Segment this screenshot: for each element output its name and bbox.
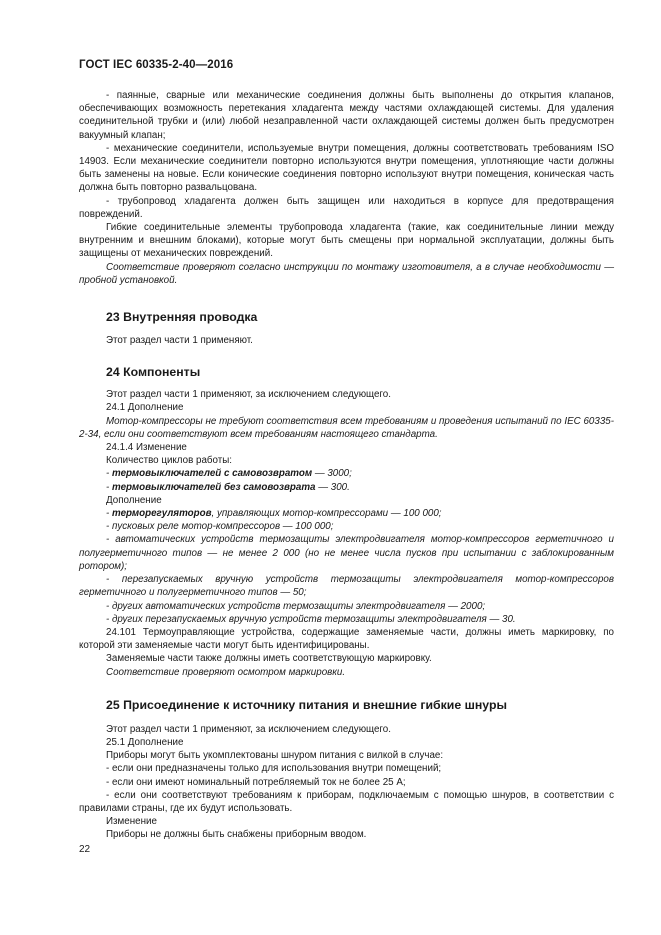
list-item: - если они соответствуют требованиям к приборам, подключаемым с помощью шнуров, в соответствии с правилами страны, где их будут использовать. — [79, 789, 614, 814]
clause-number: 24.1 Дополнение — [106, 402, 184, 414]
paragraph: Этот раздел части 1 применяют. — [106, 335, 253, 347]
paragraph: Этот раздел части 1 применяют, за исключением следующего. — [106, 389, 391, 401]
paragraph: - механические соединители, используемые внутри помещения, должны соответствовать требованиям ISO 14903. Если механические соединители повторно используются внутри помещения, уплотняющие части должны быть заменены на новые. Если конические соединения повторно используют внутри помещения, коническая часть должна быть повторно развальцована. — [79, 142, 614, 194]
clause-number: 25.1 Дополнение — [106, 736, 184, 748]
paragraph: Мотор-компрессоры не требуют соответствия всем требованиям и проведения испытаний по IEC 60335-2-34, если они соответствуют всем требованиям настоящего стандарта. — [79, 415, 614, 440]
page-content — [79, 89, 614, 842]
document-header: ГОСТ IEC 60335-2-40—2016 — [79, 59, 234, 71]
list-item: - термовыключателей с самовозвратом — 3000; — [106, 468, 352, 480]
list-item: - других автоматических устройств термозащиты электродвигателя — 2000; — [106, 600, 486, 612]
section-heading-24: 24 Компоненты — [106, 365, 201, 380]
paragraph: Заменяемые части также должны иметь соответствующую маркировку. — [106, 653, 432, 665]
paragraph: Гибкие соединительные элементы трубопровода хладагента (такие, как соединительные линии между внутренним и внешним блоками), которые могут быть смещены при нормальной эксплуатации, должны быть защищены от механических повреждений. — [79, 222, 614, 260]
paragraph: - трубопровод хладагента должен быть защищен или находиться в корпусе для предотвращения повреждений. — [79, 195, 614, 220]
bold-term: термовыключателей без самовозврата — [111, 481, 316, 493]
list-item: - термовыключателей без самовозврата — 300. — [106, 481, 350, 493]
paragraph: - паянные, сварные или механические соединения должны быть выполнены до открытия клапанов, обеспечивающих возможность перетекания хладагента между частями охлаждающей системы. Для удаления соединительной трубки и (или) любой незаправленной части охлаждающей системы должен быть предусмотрен вакуумный клапан; — [79, 90, 614, 141]
paragraph: 24.101 Термоуправляющие устройства, содержащие заменяемые части, должны иметь маркировку, по которой эти заменяемые части могут быть идентифицированы. — [79, 626, 614, 652]
paragraph: Приборы могут быть укомплектованы шнуром питания с вилкой в случае: — [106, 750, 444, 762]
bold-term: термовыключателей с самовозвратом — [111, 468, 313, 480]
clause-number: 24.1.4 Изменение — [106, 442, 187, 454]
clause-label: Дополнение — [106, 494, 162, 506]
section-heading-25: 25 Присоединение к источнику питания и внешние гибкие шнуры — [106, 697, 507, 712]
paragraph: Количество циклов работы: — [106, 455, 233, 467]
section-heading-23: 23 Внутренняя проводка — [106, 310, 258, 325]
page-number: 22 — [79, 844, 91, 855]
compliance-note: Соответствие проверяют осмотром маркировки. — [106, 666, 346, 678]
list-item: - пусковых реле мотор-компрессоров — 100 000; — [106, 521, 334, 533]
compliance-note: Соответствие проверяют согласно инструкции по монтажу изготовителя, а в случае необходимости — пробной установкой. — [79, 261, 614, 286]
list-item: - других перезапускаемых вручную устройств термозащиты электродвигателя — 30. — [106, 613, 516, 625]
paragraph: Приборы не должны быть снабжены приборным вводом. — [106, 829, 367, 841]
paragraph: Этот раздел части 1 применяют, за исключением следующего. — [106, 723, 391, 735]
clause-label: Изменение — [106, 816, 157, 828]
list-item: - перезапускаемых вручную устройств термозащиты электродвигателя мотор-компрессоров герметичного и полугерметичного типов — 50; — [79, 574, 614, 599]
bold-term: терморегуляторов — [111, 508, 212, 520]
list-item: - если они имеют номинальный потребляемый ток не более 25 А; — [106, 776, 406, 788]
list-item: - если они предназначены только для использования внутри помещений; — [106, 763, 442, 775]
list-item: - автоматических устройств термозащиты электродвигателя мотор-компрессоров герметичного и полугерметичного типов — не менее 2 000 (но не менее числа пусков при испытании с заблокированным ротором); — [79, 534, 614, 572]
list-item: - терморегуляторов, управляющих мотор-компрессорами — 100 000; — [106, 508, 442, 520]
